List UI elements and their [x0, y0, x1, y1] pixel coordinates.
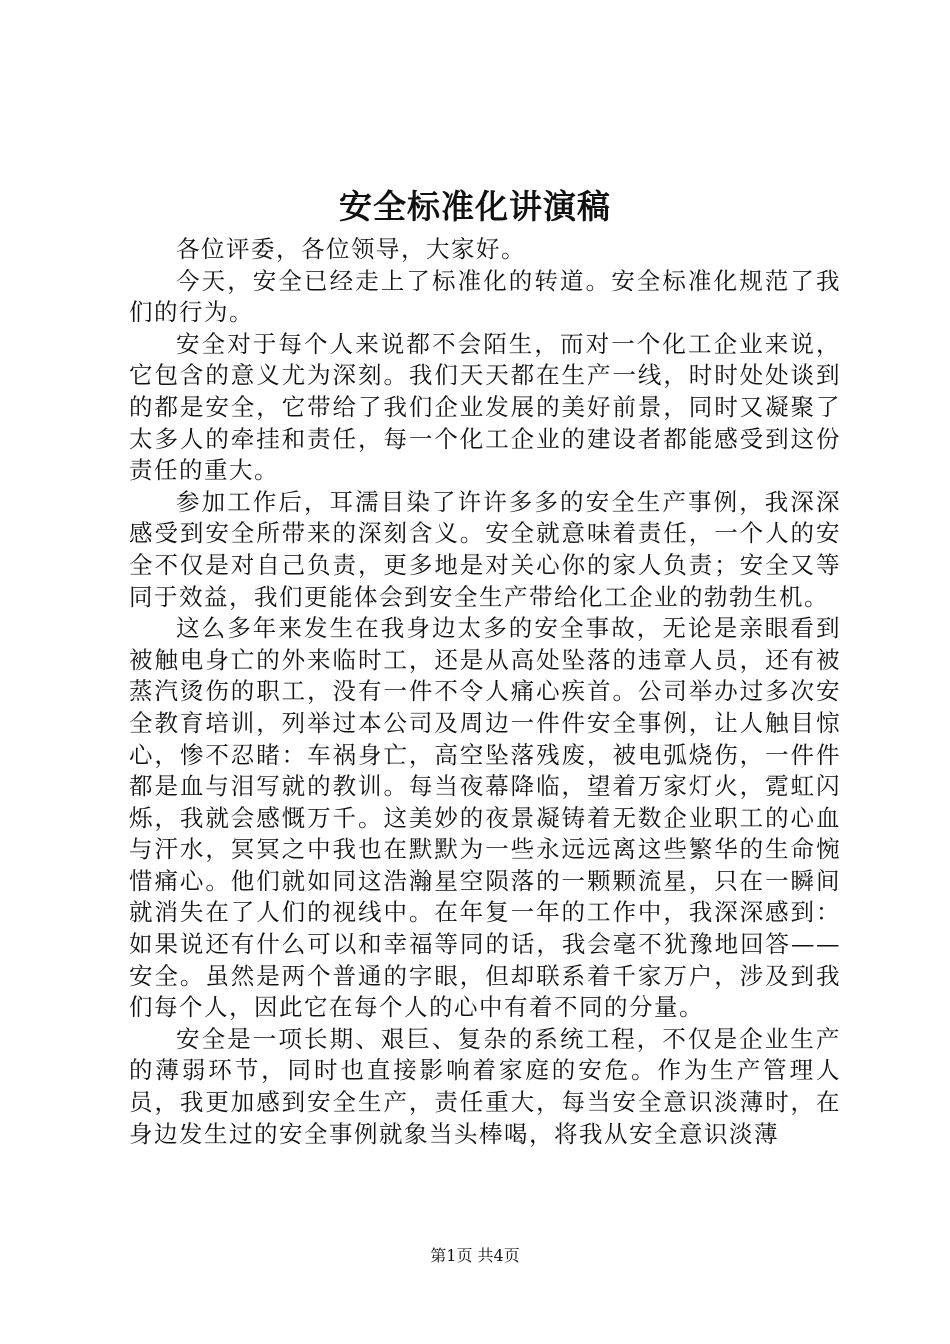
paragraph: 安全对于每个人来说都不会陌生，而对一个化工企业来说，它包含的意义尤为深刻。我们天天都在生产一线，时时处处谈到的都是安全，它带给了我们企业发展的美好前景，同时又凝聚了太多人的牵挂和责任，每一个化工企业的建设者都能感受到这份责任的重大。	[129, 329, 841, 485]
paragraph: 参加工作后，耳濡目染了许许多多的安全生产事例，我深深感受到安全所带来的深刻含义。安全就意味着责任，一个人的安全不仅是对自己负责，更多地是对关心你的家人负责；安全又等同于效益，我们更能体会到安全生产带给化工企业的勃勃生机。	[129, 487, 841, 611]
paragraph: 这么多年来发生在我身边太多的安全事故，无论是亲眼看到被触电身亡的外来临时工，还是从高处坠落的违章人员，还有被蒸汽烫伤的职工，没有一件不令人痛心疾首。公司举办过多次安全教育培训，列举过本公司及周边一件件安全事例，让人触目惊心，惨不忍睹：车祸身亡，高空坠落残废，被电弧烧伤，一件件都是血与泪写就的教训。每当夜幕降临，望着万家灯火，霓虹闪烁，我就会感慨万千。这美妙的夜景凝铸着无数企业职工的心血与汗水，冥冥之中我也在默默为一些永远远离这些繁华的生命惋惜痛心。他们就如同这浩瀚星空陨落的一颗颗流星，只在一瞬间就消失在了人们的视线中。在年复一年的工作中，我深深感到：如果说还有什么可以和幸福等同的话，我会毫不犹豫地回答——安全。虽然是两个普通的字眼，但却联系着千家万户，涉及到我们每个人，因此它在每个人的心中有着不同的分量。	[129, 614, 841, 1022]
paragraph: 各位评委，各位领导，大家好。	[176, 235, 526, 263]
document-body	[129, 234, 841, 1150]
page-footer: 第1页 共4页	[430, 1246, 520, 1265]
paragraph: 安全是一项长期、艰巨、复杂的系统工程，不仅是企业生产的薄弱环节，同时也直接影响着家庭的安危。作为生产管理人员，我更加感到安全生产，责任重大，每当安全意识淡薄时，在身边发生过的安全事例就象当头棒喝，将我从安全意识淡薄	[129, 1024, 841, 1148]
document-title: 安全标准化讲演稿	[339, 187, 611, 226]
paragraph: 今天，安全已经走上了标准化的转道。安全标准化规范了我们的行为。	[129, 266, 841, 327]
